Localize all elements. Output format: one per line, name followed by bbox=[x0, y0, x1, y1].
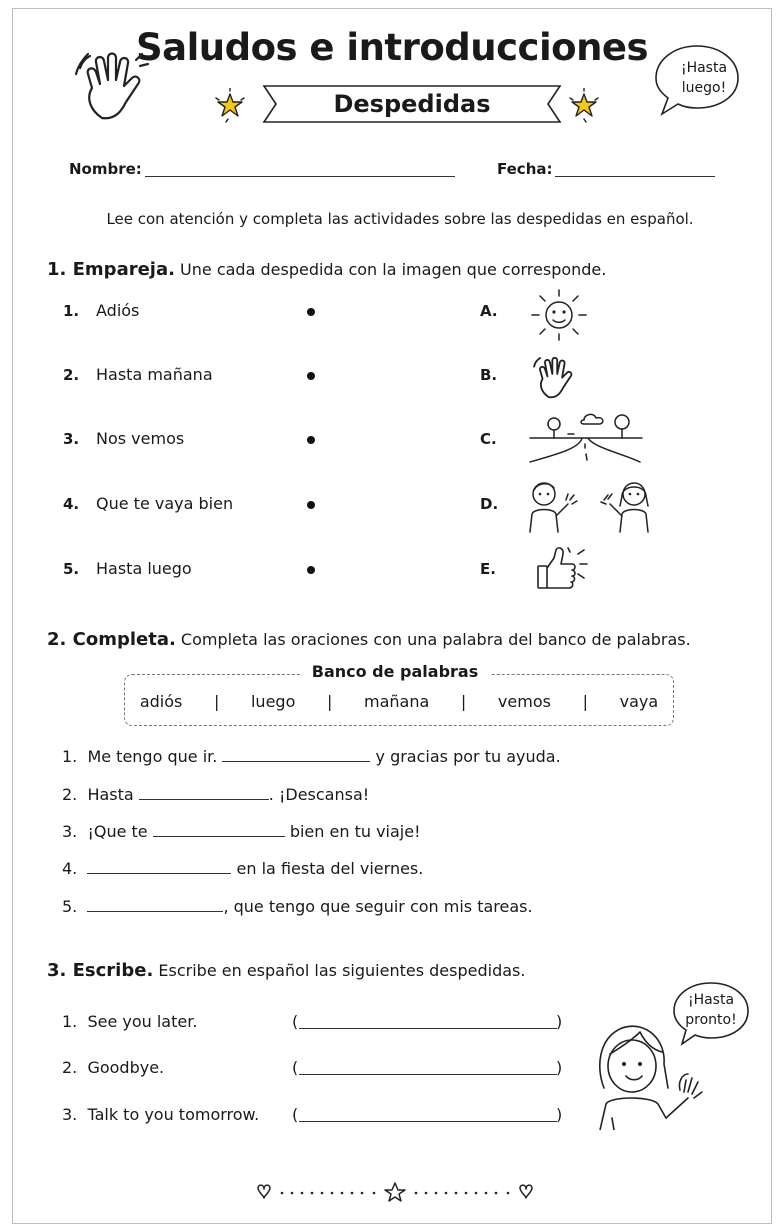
bank-separator: | bbox=[213, 692, 220, 711]
match-letter: A. bbox=[480, 302, 498, 320]
match-letter: C. bbox=[480, 430, 497, 448]
sentence-before: Hasta bbox=[87, 785, 134, 804]
section2-title-rest: Completa las oraciones con una palabra del banco de palabras. bbox=[180, 630, 691, 649]
sentence-after: bien en tu viaje! bbox=[289, 822, 421, 841]
match-dot[interactable] bbox=[307, 308, 315, 316]
sentence-5 bbox=[62, 897, 533, 916]
bubble-line: ¡Hasta bbox=[687, 992, 735, 1008]
section3-title-bold: 3. Escribe. bbox=[47, 960, 154, 981]
paren-open: ( bbox=[292, 1012, 299, 1031]
paren-close: ) bbox=[556, 1105, 563, 1124]
write-item bbox=[62, 1012, 197, 1031]
bank-word: vaya bbox=[619, 692, 659, 711]
answer-line[interactable] bbox=[299, 1074, 557, 1075]
bank-separator: | bbox=[582, 692, 588, 711]
match-letter: D. bbox=[480, 495, 499, 513]
date-field[interactable] bbox=[555, 176, 715, 177]
sentence-before: Me tengo que ir. bbox=[87, 747, 218, 766]
footer-ornament bbox=[250, 1180, 540, 1204]
match-text: Que te vaya bien bbox=[96, 494, 234, 513]
heart-icon bbox=[258, 1185, 270, 1198]
bank-word: mañana bbox=[364, 692, 430, 711]
sentence-after: y gracias por tu ayuda. bbox=[375, 747, 561, 766]
star-icon bbox=[385, 1183, 405, 1201]
match-text: Adiós bbox=[96, 301, 140, 320]
match-dot[interactable] bbox=[307, 372, 315, 380]
bubble-line: luego! bbox=[681, 80, 727, 96]
thumbs-up-icon bbox=[534, 544, 590, 592]
write-item bbox=[62, 1058, 164, 1077]
section2-title-bold: 2. Completa. bbox=[47, 629, 176, 650]
match-number: 2. bbox=[63, 366, 80, 384]
write-prompt: Goodbye. bbox=[87, 1058, 165, 1077]
match-dot[interactable] bbox=[307, 566, 315, 574]
sentence-number: 2. bbox=[62, 785, 78, 804]
page-title: Saludos e introducciones bbox=[135, 26, 649, 69]
section1-title-rest: Une cada despedida con la imagen que corresponde. bbox=[180, 260, 607, 279]
sentence-3 bbox=[62, 822, 421, 841]
match-text: Nos vemos bbox=[96, 429, 185, 448]
fill-blank[interactable] bbox=[222, 747, 370, 762]
waving-hand-icon bbox=[72, 44, 156, 126]
section1-title-bold: 1. Empareja. bbox=[47, 259, 175, 280]
sentence-number: 1. bbox=[62, 747, 78, 766]
write-prompt: Talk to you tomorrow. bbox=[87, 1105, 260, 1124]
sentence-number: 5. bbox=[62, 897, 78, 916]
bank-separator: | bbox=[460, 692, 467, 711]
name-field[interactable] bbox=[145, 176, 455, 177]
paren-open: ( bbox=[292, 1105, 299, 1124]
write-number: 1. bbox=[62, 1012, 78, 1031]
paren-close: ) bbox=[556, 1058, 563, 1077]
match-number: 1. bbox=[63, 302, 80, 320]
section3-title bbox=[47, 960, 525, 981]
page-subtitle: Despedidas bbox=[333, 90, 491, 118]
sentence-before: ¡Que te bbox=[87, 822, 148, 841]
match-letter: B. bbox=[480, 366, 498, 384]
bubble-line: pronto! bbox=[685, 1012, 737, 1028]
match-number: 5. bbox=[63, 560, 80, 578]
sentence-after: , que tengo que seguir con mis tareas. bbox=[223, 897, 533, 916]
bank-word: adiós bbox=[139, 692, 183, 711]
match-dot[interactable] bbox=[307, 436, 315, 444]
sentence-number: 3. bbox=[62, 822, 78, 841]
sentence-number: 4. bbox=[62, 859, 78, 878]
waving-hand-icon bbox=[528, 352, 584, 402]
bank-separator: | bbox=[326, 692, 333, 711]
word-bank bbox=[124, 692, 674, 711]
write-item bbox=[62, 1105, 259, 1124]
bubble-line: ¡Hasta bbox=[680, 60, 728, 76]
fill-blank[interactable] bbox=[87, 897, 223, 912]
two-kids-waving-icon bbox=[524, 476, 654, 534]
fill-blank[interactable] bbox=[87, 859, 231, 874]
word-bank-title: Banco de palabras bbox=[300, 662, 490, 681]
answer-line[interactable] bbox=[299, 1121, 557, 1122]
write-number: 2. bbox=[62, 1058, 78, 1077]
section2-title bbox=[47, 629, 691, 650]
answer-line[interactable] bbox=[299, 1028, 557, 1029]
fill-blank[interactable] bbox=[139, 785, 269, 800]
star-icon bbox=[566, 88, 602, 124]
match-text: Hasta mañana bbox=[96, 365, 213, 384]
instructions: Lee con atención y completa las actividades sobre las despedidas en español. bbox=[106, 210, 694, 228]
sun-icon bbox=[528, 288, 590, 342]
fill-blank[interactable] bbox=[153, 822, 285, 837]
bank-word: luego bbox=[250, 692, 296, 711]
match-number: 4. bbox=[63, 495, 80, 513]
write-number: 3. bbox=[62, 1105, 78, 1124]
bank-word: vemos bbox=[497, 692, 551, 711]
paren-close: ) bbox=[556, 1012, 563, 1031]
sentence-after: en la fiesta del viernes. bbox=[236, 859, 424, 878]
match-text: Hasta luego bbox=[96, 559, 192, 578]
paren-open: ( bbox=[292, 1058, 299, 1077]
section1-title bbox=[47, 259, 606, 280]
sentence-after: . ¡Descansa! bbox=[268, 785, 370, 804]
star-icon bbox=[212, 88, 248, 124]
date-label: Fecha: bbox=[497, 160, 553, 178]
match-letter: E. bbox=[480, 560, 496, 578]
sentence-1 bbox=[62, 747, 561, 766]
sentence-2 bbox=[62, 785, 369, 804]
name-label: Nombre: bbox=[69, 160, 142, 178]
section3-title-rest: Escribe en español las siguientes despedidas. bbox=[158, 961, 526, 980]
match-number: 3. bbox=[63, 430, 80, 448]
write-prompt: See you later. bbox=[87, 1012, 198, 1031]
heart-icon bbox=[520, 1185, 532, 1198]
sentence-4 bbox=[62, 859, 423, 878]
road-landscape-icon bbox=[528, 410, 644, 468]
match-dot[interactable] bbox=[307, 501, 315, 509]
